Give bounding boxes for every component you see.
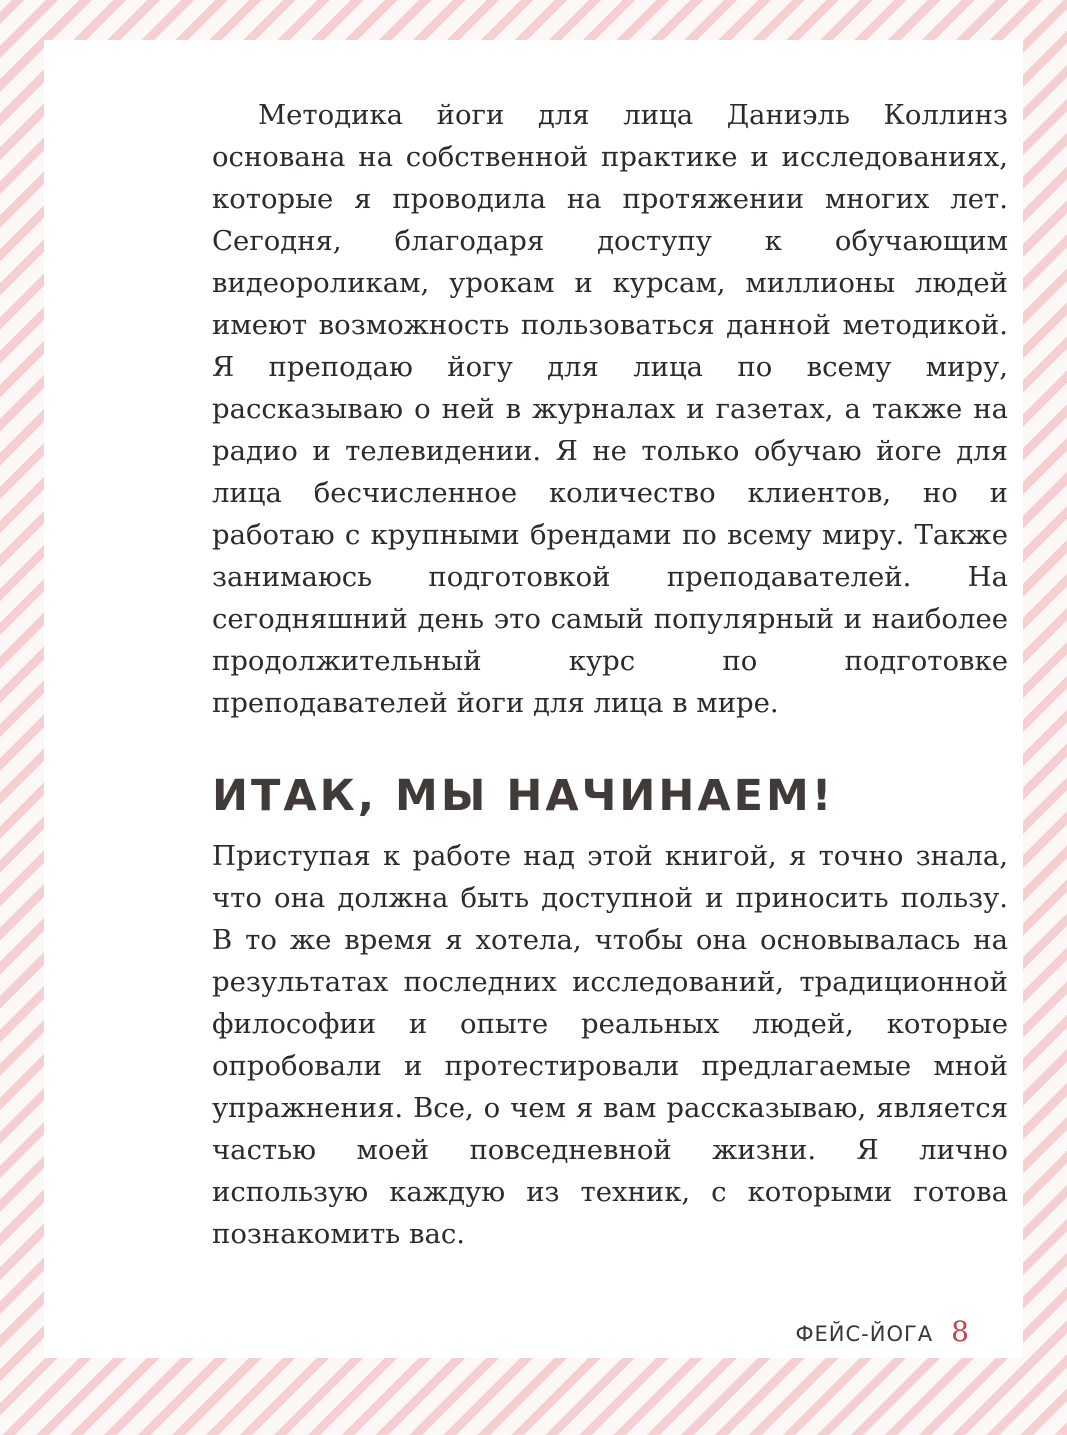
body-paragraph-1: Методика йоги для лица Даниэль Коллинз основана на собственной практике и исследованиях, которые я проводила на протяжении многих лет. Сегодня, благодаря доступу к обучающим видеороликам, урокам и курсам, миллионы людей имеют возможность пользоваться данной методикой. Я преподаю йогу для лица по всему миру, рассказываю о ней в журналах и газетах, а также на радио и телевидении. Я не только обучаю йоге для лица бесчисленное количество клиентов, но и работаю с крупными брендами по всему миру. Также занимаюсь подготовкой преподавателей. На сегодняшний день это самый популярный и наиболее продолжительный курс по подготовке преподавателей йоги для лица в мире. [212, 99, 1008, 719]
book-page [44, 40, 1023, 1358]
body-paragraph-2: Приступая к работе над этой книгой, я точно знала, что она должна быть доступной и приносить пользу. В то же время я хотела, чтобы она основывалась на результатах последних исследований, традиционной философии и опыте реальных людей, которые опробовали и протестировали предлагаемые мной упражнения. Все, о чем я вам рассказываю, является частью моей повседневной жизни. Я лично использую каждую из техник, с которыми готова познакомить вас. [212, 840, 1008, 1250]
running-title: ФЕЙС-ЙОГА [795, 1322, 934, 1346]
page-footer [795, 1315, 969, 1348]
section-heading: ИТАК, МЫ НАЧИНАЕМ! [212, 771, 835, 821]
page-number: 8 [951, 1315, 969, 1348]
